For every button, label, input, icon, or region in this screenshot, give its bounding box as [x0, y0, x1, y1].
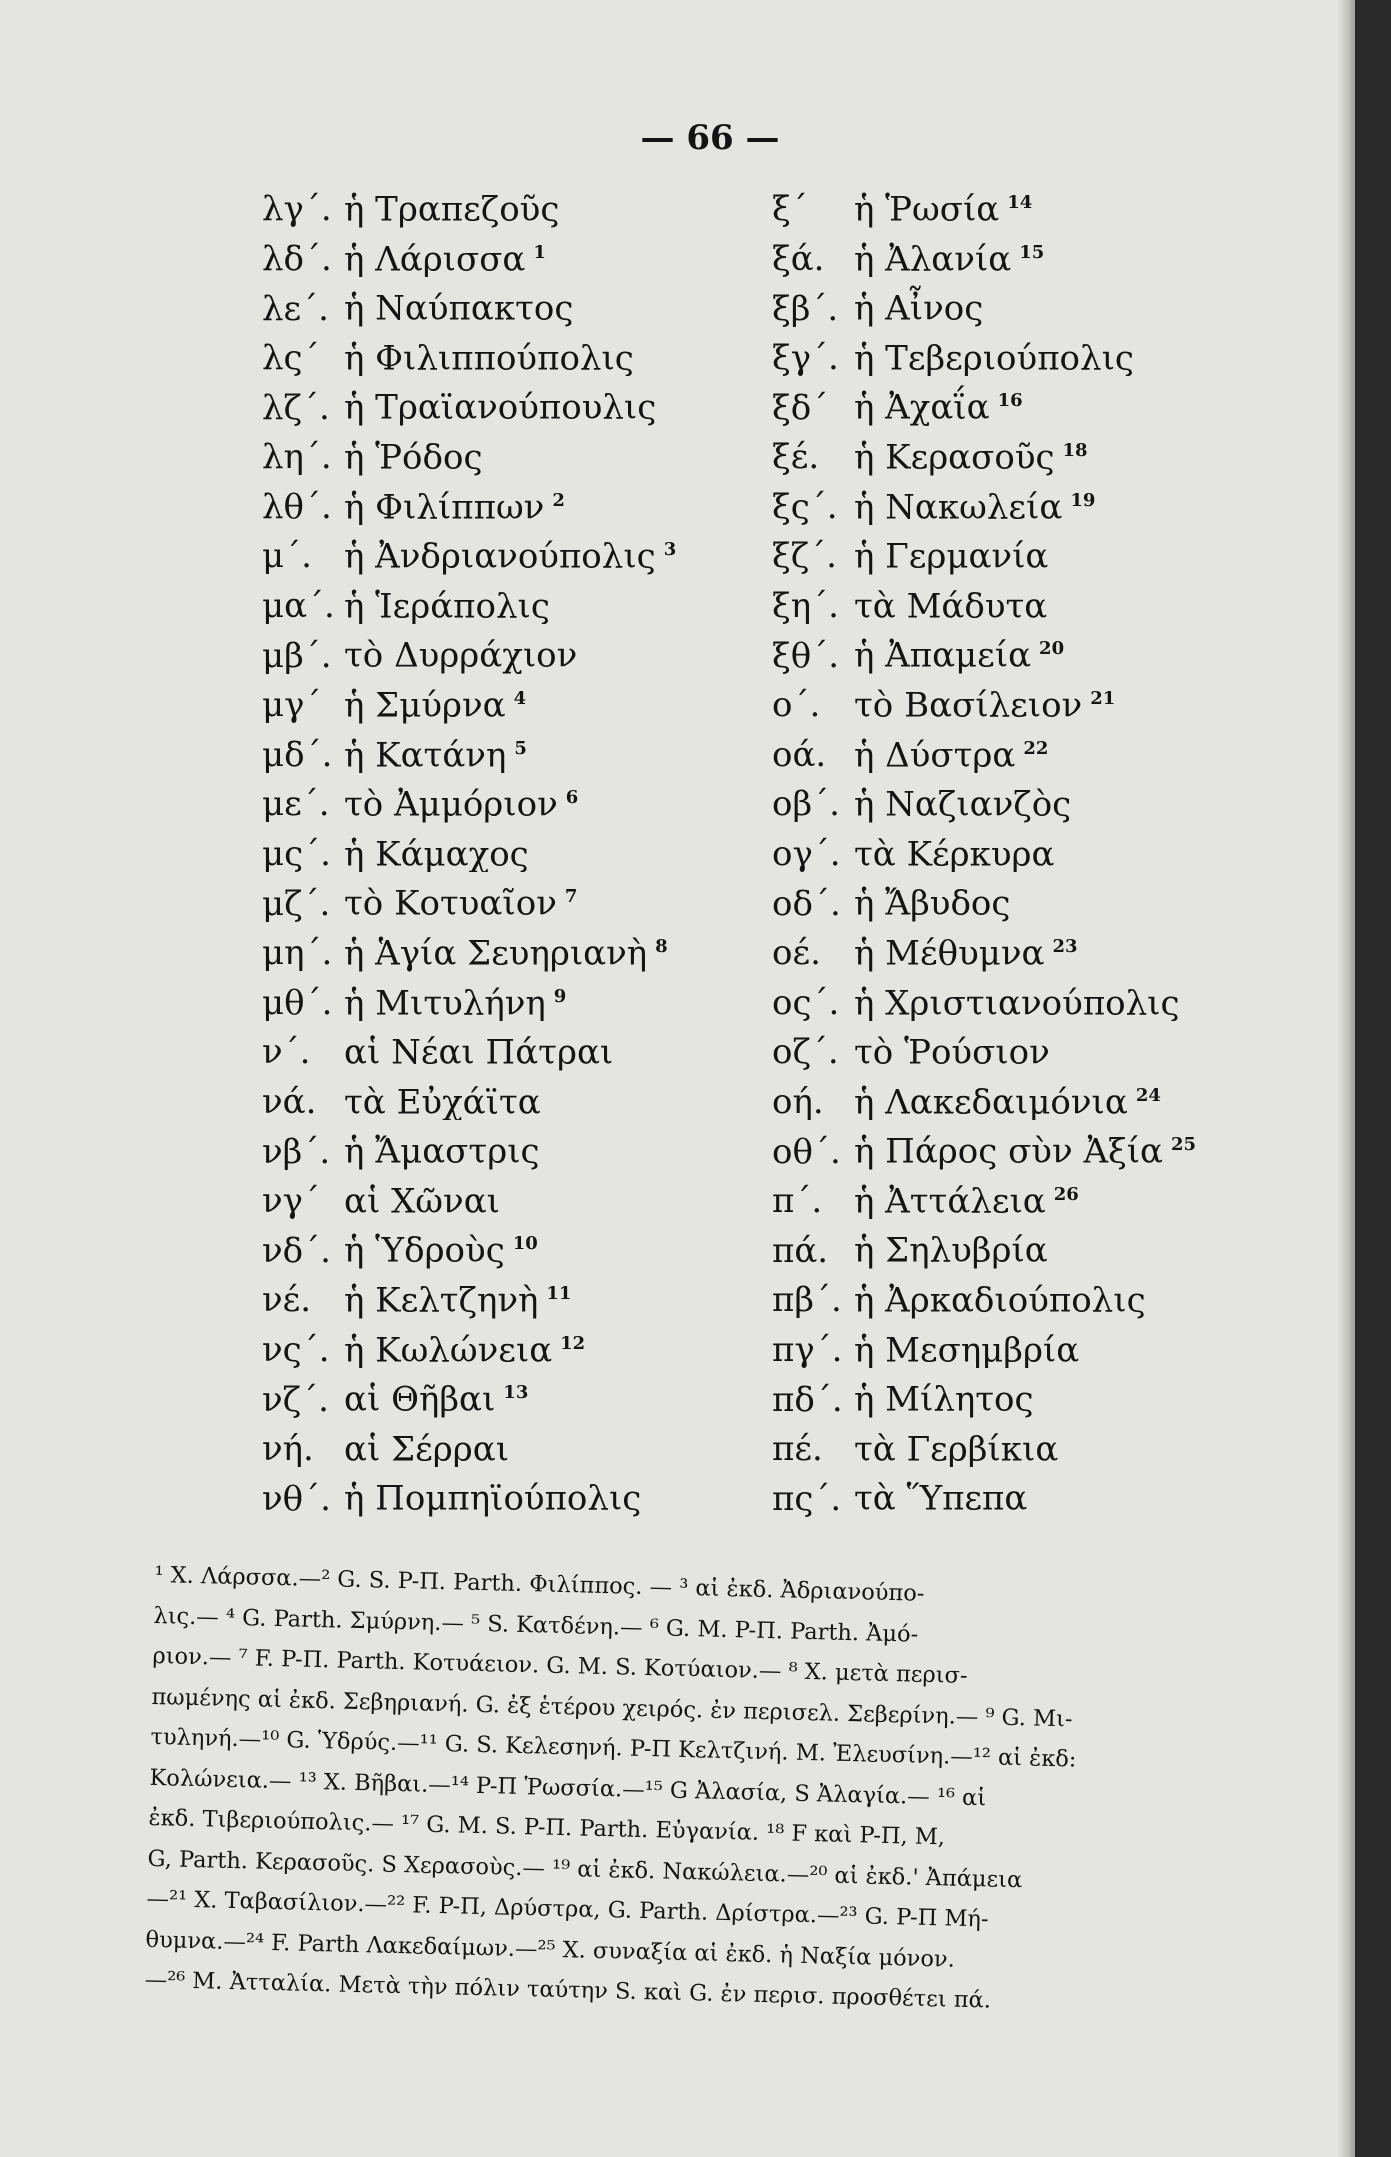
list-item: [772, 674, 1232, 724]
list-item: [772, 1467, 1232, 1517]
entry-number: νδ΄.: [262, 1230, 331, 1270]
entry-number: ξδ΄: [772, 387, 829, 426]
entry-number: νς΄.: [262, 1329, 330, 1369]
list-item: [262, 327, 732, 377]
page-edge-shadow: [1337, 0, 1355, 2157]
entry-name: ἡ Κάμαχος: [344, 834, 529, 873]
entry-number: οέ.: [772, 933, 821, 972]
entry-number: ξθ΄.: [772, 635, 840, 674]
footnote-marker: 6: [565, 787, 579, 809]
entry-name: ἡ Ἀλανία: [854, 238, 1012, 278]
entry-number: πγ΄.: [772, 1329, 843, 1369]
footnote-line: G, Parth. Κερασοῦς. S Χερασοὺς.— ¹⁹ αἱ ἐκδ. Νακώλεια.—²⁰ αἱ ἐκδ.' Ἀπάμεια: [147, 1845, 1023, 1893]
scan-border: [1355, 0, 1391, 2157]
entry-name: ἡ Ναζιανζὸς: [854, 784, 1072, 823]
entry-name: τὸ Ἀμμόριον: [344, 784, 558, 823]
footnote-line: Κολώνεια.— ¹³ X. Βῆβαι.—¹⁴ P-Π Ῥωσσία.—¹⁵ G Ἀλασία, S Ἀλαγία.— ¹⁶ αἱ: [149, 1764, 987, 1811]
entry-name: ἡ Μίλητος: [854, 1379, 1034, 1418]
entry-number: οδ΄.: [772, 883, 841, 922]
entry-number: ο΄.: [772, 685, 821, 724]
footnote-marker: 21: [1090, 687, 1116, 709]
entry-number: πέ.: [772, 1429, 823, 1468]
entry-number: οθ΄.: [772, 1131, 841, 1170]
list-item: [262, 1467, 732, 1517]
list-item: [262, 724, 732, 774]
entry-name: ἡ Σμύρνα: [344, 685, 506, 724]
list-item: [772, 972, 1232, 1022]
entry-name: τὸ Ῥούσιον: [854, 1032, 1050, 1071]
entry-name: ἡ Σηλυβρία: [854, 1230, 1048, 1270]
entry-name: ἡ Ἀρκαδιούπολις: [854, 1280, 1146, 1319]
footnote-marker: 1: [533, 241, 546, 263]
entry-name: τὸ Κοτυαῖον: [344, 883, 557, 922]
entry-number: οζ΄.: [772, 1032, 839, 1071]
list-item: [772, 426, 1232, 476]
footnote-line: ¹ X. Λάρσσα.—² G. S. P-Π. Parth. Φιλίππος. — ³ αἱ ἐκδ. Ἀδριανούπο-: [154, 1561, 925, 1607]
footnote-marker: 10: [512, 1233, 538, 1255]
entry-number: πά.: [772, 1230, 829, 1270]
entry-name: τὸ Δυρράχιον: [344, 635, 578, 674]
entry-name: αἱ Χῶναι: [344, 1181, 500, 1220]
footnote-line: τυληνή.—¹⁰ G. Ὑδρύς.—¹¹ G. S. Κελεσηνή. P-Π Κελτζινή. M. Ἐλευσίνη.—¹² αἱ ἐκδ:: [150, 1723, 1077, 1773]
entry-name: ἡ Νακωλεία: [854, 486, 1063, 526]
entry-number: λη΄.: [262, 437, 332, 476]
list-item: [262, 1219, 732, 1269]
list-item: [772, 1120, 1232, 1170]
entry-number: ξζ΄.: [772, 536, 837, 575]
entry-number: μς΄.: [262, 834, 331, 873]
page-number: — 66 —: [640, 118, 780, 158]
footnote-marker: 13: [503, 1382, 529, 1404]
entry-number: μδ΄.: [262, 734, 333, 774]
entry-name: ἡ Ἀνδριανούπολις: [344, 536, 656, 575]
list-item: [262, 872, 732, 922]
list-item: [262, 376, 732, 426]
entry-number: ξ΄: [772, 189, 808, 228]
entry-number: μα΄.: [262, 586, 335, 625]
entry-number: με΄.: [262, 784, 330, 823]
list-item: [262, 1120, 732, 1170]
entry-name: τὰ Ὕπεπα: [854, 1478, 1028, 1518]
footnote-line: λις.— ⁴ G. Parth. Σμύρνη.— ⁵ S. Κατδένη.— ⁶ G. M. P-Π. Parth. Ἀμό-: [153, 1602, 919, 1648]
entry-number: λγ΄.: [262, 189, 332, 228]
entry-number: οβ΄.: [772, 784, 840, 823]
right-column: [772, 178, 1232, 1517]
entry-number: πς΄.: [772, 1478, 842, 1518]
footnote-line: ἐκδ. Τιβεριούπολις.— ¹⁷ G. M. S. P-Π. Parth. Εὐγανία. ¹⁸ F καὶ P-Π, M,: [148, 1804, 946, 1851]
list-item: [772, 277, 1232, 327]
entry-name: τὸ Βασίλειον: [854, 685, 1083, 724]
entry-name: ἡ Ἀττάλεια: [854, 1181, 1046, 1220]
entry-number: λζ΄.: [262, 387, 330, 426]
footnote-marker: 20: [1039, 638, 1065, 660]
list-item: [772, 922, 1232, 972]
list-item: [262, 972, 732, 1022]
list-item: [262, 228, 732, 278]
entry-number: μβ΄.: [262, 635, 332, 674]
entry-number: νγ΄: [262, 1181, 320, 1220]
entry-name: αἱ Νέαι Πάτραι: [344, 1032, 614, 1071]
entry-name: ἡ Γερμανία: [854, 536, 1049, 575]
list-item: [262, 476, 732, 526]
entry-name: ἡ Πάρος σὺν Ἀξία: [854, 1131, 1164, 1170]
entry-name: ἡ Λακεδαιμόνια: [854, 1082, 1128, 1121]
entry-number: ξά.: [772, 238, 825, 278]
entry-number: νά.: [262, 1082, 317, 1121]
entry-name: ἡ Κωλώνεια: [344, 1329, 553, 1369]
list-item: [772, 823, 1232, 873]
list-item: [262, 1319, 732, 1369]
entry-number: νέ.: [262, 1280, 312, 1319]
list-item: [262, 525, 732, 575]
list-item: [262, 178, 732, 228]
footnote-marker: 24: [1135, 1084, 1161, 1106]
list-item: [772, 476, 1232, 526]
list-item: [262, 277, 732, 327]
footnote-marker: 11: [546, 1283, 572, 1305]
footnote-line: πωμένης αἱ ἐκδ. Σεβηριανή. G. ἐξ ἑτέρου χειρός. ἐν περισελ. Σεβερίνη.— ⁹ G. Μι-: [151, 1683, 1073, 1732]
footnote-marker: 15: [1019, 241, 1045, 263]
entry-name: ἡ Ἀπαμεία: [854, 635, 1032, 674]
entry-number: νθ΄.: [262, 1478, 331, 1518]
footnote-marker: 12: [560, 1332, 586, 1354]
footnotes: [144, 1555, 1185, 2026]
entry-number: ος΄.: [772, 982, 840, 1022]
list-item: [772, 575, 1232, 625]
list-item: [772, 1269, 1232, 1319]
entry-name: ἡ Κελτζηνὴ: [344, 1280, 539, 1319]
entry-name: ἡ Τεβεριούπολις: [854, 338, 1134, 377]
entry-number: ξς΄.: [772, 486, 838, 526]
entry-name: ἡ Φιλίππων: [344, 486, 545, 526]
footnote-marker: 2: [552, 489, 565, 511]
entry-number: μζ΄.: [262, 883, 331, 922]
footnote-marker: 18: [1062, 439, 1088, 461]
entry-number: νβ΄.: [262, 1131, 331, 1170]
list-item: [772, 624, 1232, 674]
footnote-marker: 26: [1053, 1183, 1079, 1205]
entry-name: ἡ Φιλιππούπολις: [344, 338, 634, 377]
footnote-marker: 7: [564, 886, 578, 908]
entry-name: τὰ Μάδυτα: [854, 586, 1048, 625]
list-item: [772, 1368, 1232, 1418]
entry-name: ἡ Ἀχαΐα: [854, 387, 990, 426]
entry-name: ἡ Ἱεράπολις: [344, 586, 550, 625]
entry-number: πδ΄.: [772, 1379, 843, 1418]
entry-name: τὰ Γερβίκια: [854, 1429, 1059, 1468]
entry-number: μγ΄: [262, 685, 322, 724]
list-item: [262, 922, 732, 972]
entry-number: ξβ΄.: [772, 288, 839, 327]
footnote-marker: 5: [514, 737, 527, 759]
footnote-marker: 19: [1070, 489, 1096, 511]
entry-number: νζ΄.: [262, 1379, 329, 1418]
footnote-marker: 16: [997, 390, 1023, 412]
footnote-line: —²⁶ M. Ἀτταλία. Μετὰ τὴν πόλιν ταύτην S. καὶ G. ἐν περισ. προσθέτει πά.: [144, 1966, 992, 2014]
entry-name: ἡ Μέθυμνα: [854, 933, 1045, 972]
list-item: [772, 178, 1232, 228]
entry-number: λδ΄.: [262, 238, 332, 278]
list-item: [262, 773, 732, 823]
footnote-marker: 9: [553, 985, 567, 1007]
entry-name: ἡ Ῥόδος: [344, 437, 483, 476]
list-item: [772, 724, 1232, 774]
entry-name: ἡ Κατάνη: [344, 734, 507, 774]
entry-name: ἡ Ῥωσία: [854, 189, 1000, 228]
list-item: [262, 624, 732, 674]
list-item: [262, 1368, 732, 1418]
entry-name: ἡ Δύστρα: [854, 734, 1016, 774]
entry-number: μη΄.: [262, 933, 333, 972]
list-item: [772, 327, 1232, 377]
entry-number: ογ΄.: [772, 834, 841, 873]
entry-name: ἡ Ἁγία Σευηριανὴ: [344, 933, 648, 972]
footnote-marker: 23: [1052, 935, 1078, 957]
entry-number: ξγ΄.: [772, 338, 839, 377]
footnote-line: —²¹ X. Ταβασίλιον.—²² F. P-Π, Δρύστρα, G. Parth. Δρίστρα.—²³ G. P-Π Μή-: [146, 1885, 989, 1933]
entry-name: αἱ Σέρραι: [344, 1429, 510, 1468]
entry-name: τὰ Εὐχάϊτα: [344, 1082, 541, 1121]
footnote-marker: 8: [655, 935, 668, 957]
list-item: [772, 525, 1232, 575]
entry-number: οά.: [772, 734, 827, 774]
entry-name: ἡ Κερασοῦς: [854, 437, 1055, 476]
entry-number: μ΄.: [262, 536, 312, 575]
entry-name: ἡ Μεσημβρία: [854, 1329, 1080, 1369]
list-item: [772, 228, 1232, 278]
entry-name: ἡ Ναύπακτος: [344, 288, 574, 327]
list-item: [772, 1219, 1232, 1269]
entry-name: ἡ Αἶνος: [854, 288, 984, 327]
list-item: [262, 575, 732, 625]
list-item: [262, 1021, 732, 1071]
entry-number: οή.: [772, 1082, 824, 1121]
list-item: [772, 1170, 1232, 1220]
entry-number: νή.: [262, 1429, 314, 1468]
list-item: [772, 773, 1232, 823]
entry-name: ἡ Ὑδροὺς: [344, 1230, 505, 1270]
list-item: [262, 674, 732, 724]
entry-number: μθ΄.: [262, 982, 333, 1022]
entry-name: ἡ Μιτυλήνη: [344, 982, 546, 1022]
list-item: [262, 1269, 732, 1319]
entry-name: ἡ Τραπεζοῦς: [344, 189, 560, 228]
entry-number: π΄.: [772, 1181, 823, 1220]
footnote-marker: 14: [1007, 192, 1033, 213]
list-item: [772, 1319, 1232, 1369]
entry-number: λς΄: [262, 338, 320, 377]
entry-name: ἡ Χριστιανούπολις: [854, 982, 1180, 1022]
list-item: [262, 426, 732, 476]
footnote-line: θυμνα.—²⁴ F. Parth Λακεδαίμων.—²⁵ X. συναξία αἱ ἐκδ. ἡ Ναξία μόνον.: [145, 1926, 956, 1973]
footnote-marker: 22: [1023, 737, 1049, 759]
footnote-marker: 4: [513, 687, 527, 709]
entry-name: ἡ Τραϊανούπουλις: [344, 387, 657, 426]
list-item: [262, 1170, 732, 1220]
list-item: [772, 1021, 1232, 1071]
left-column: [262, 178, 732, 1517]
entry-number: ξέ.: [772, 437, 820, 476]
entry-number: ξη΄.: [772, 586, 839, 625]
entry-name: ἡ Ἄμαστρις: [344, 1131, 540, 1170]
list-item: [772, 376, 1232, 426]
list-item: [772, 1071, 1232, 1121]
list-item: [262, 1418, 732, 1468]
footnote-line: ριον.— ⁷ F. P-Π. Parth. Κοτυάειον. G. M. S. Κοτύαιον.— ⁸ X. μετὰ περισ-: [152, 1642, 968, 1689]
list-item: [262, 823, 732, 873]
list-item: [772, 872, 1232, 922]
footnote-marker: 3: [663, 539, 677, 561]
entry-name: ἡ Λάρισσα: [344, 238, 526, 278]
entry-number: πβ΄.: [772, 1280, 842, 1319]
entry-name: αἱ Θῆβαι: [344, 1379, 496, 1418]
entry-name: τὰ Κέρκυρα: [854, 834, 1055, 873]
entry-number: λθ΄.: [262, 486, 332, 526]
entry-number: λε΄.: [262, 288, 329, 327]
list-item: [772, 1418, 1232, 1468]
footnote-marker: 25: [1171, 1134, 1197, 1156]
list-item: [262, 1071, 732, 1121]
entry-name: ἡ Ἄβυδος: [854, 883, 1011, 922]
entry-number: ν΄.: [262, 1032, 311, 1071]
entry-name: ἡ Πομπηϊούπολις: [344, 1478, 642, 1518]
